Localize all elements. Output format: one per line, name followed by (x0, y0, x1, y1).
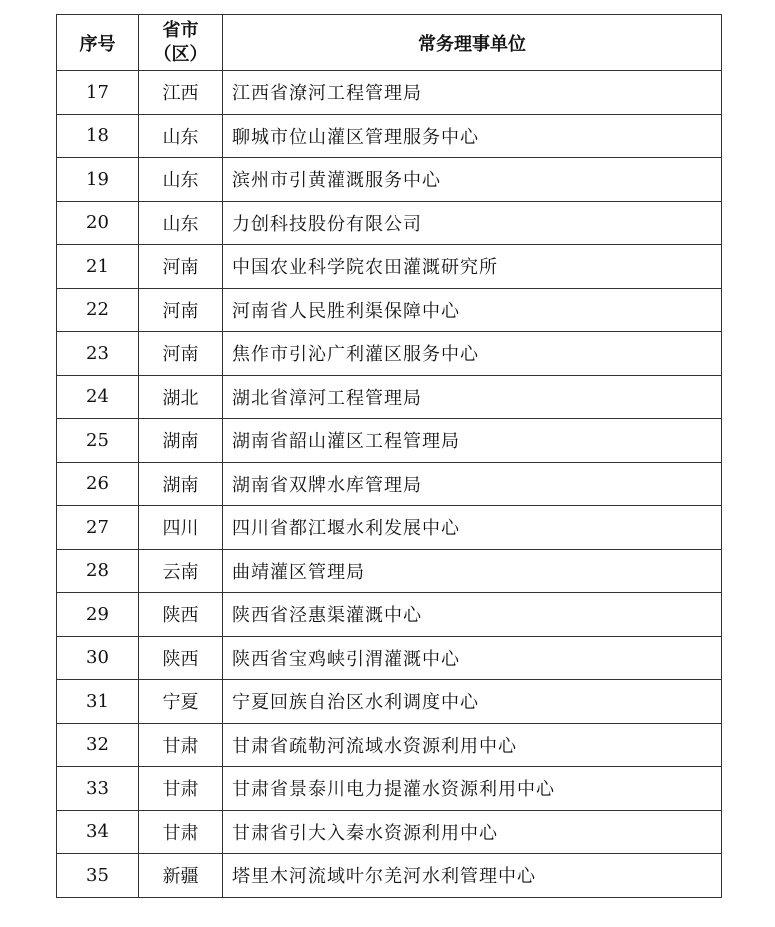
row-member-unit: 中国农业科学院农田灌溉研究所 (223, 245, 722, 289)
table-row (57, 854, 722, 898)
table-row (57, 114, 722, 158)
row-member-unit: 塔里木河流域叶尔羌河水利管理中心 (223, 854, 722, 898)
row-province: 甘肃 (139, 767, 223, 811)
row-member-unit: 湖南省双牌水库管理局 (223, 462, 722, 506)
row-member-unit: 甘肃省景泰川电力提灌水资源利用中心 (223, 767, 722, 811)
table-header-row (57, 15, 722, 71)
table-body (57, 71, 722, 898)
row-serial-number: 18 (57, 114, 139, 158)
row-member-unit: 江西省潦河工程管理局 (223, 71, 722, 115)
row-serial-number: 21 (57, 245, 139, 289)
row-province: 陕西 (139, 593, 223, 637)
row-serial-number: 27 (57, 506, 139, 550)
row-serial-number: 25 (57, 419, 139, 463)
table-row (57, 593, 722, 637)
member-table (56, 14, 722, 898)
row-serial-number: 24 (57, 375, 139, 419)
row-member-unit: 湖南省韶山灌区工程管理局 (223, 419, 722, 463)
row-province: 山东 (139, 158, 223, 202)
row-member-unit: 陕西省宝鸡峡引渭灌溉中心 (223, 636, 722, 680)
table-row (57, 810, 722, 854)
table-row (57, 636, 722, 680)
table-row (57, 375, 722, 419)
row-member-unit: 甘肃省引大入秦水资源利用中心 (223, 810, 722, 854)
row-serial-number: 33 (57, 767, 139, 811)
row-member-unit: 宁夏回族自治区水利调度中心 (223, 680, 722, 724)
row-serial-number: 32 (57, 723, 139, 767)
row-province: 河南 (139, 332, 223, 376)
header-province (139, 15, 223, 71)
table-row (57, 419, 722, 463)
row-member-unit: 力创科技股份有限公司 (223, 201, 722, 245)
row-serial-number: 23 (57, 332, 139, 376)
table-row (57, 506, 722, 550)
row-serial-number: 22 (57, 288, 139, 332)
row-province: 四川 (139, 506, 223, 550)
row-province: 甘肃 (139, 810, 223, 854)
row-member-unit: 四川省都江堰水利发展中心 (223, 506, 722, 550)
row-serial-number: 20 (57, 201, 139, 245)
row-serial-number: 28 (57, 549, 139, 593)
row-member-unit: 曲靖灌区管理局 (223, 549, 722, 593)
row-member-unit: 陕西省泾惠渠灌溉中心 (223, 593, 722, 637)
row-serial-number: 29 (57, 593, 139, 637)
row-member-unit: 滨州市引黄灌溉服务中心 (223, 158, 722, 202)
header-serial-number: 序号 (57, 15, 139, 71)
row-member-unit: 湖北省漳河工程管理局 (223, 375, 722, 419)
table-row (57, 245, 722, 289)
row-province: 新疆 (139, 854, 223, 898)
row-province: 湖南 (139, 419, 223, 463)
row-province: 河南 (139, 288, 223, 332)
row-serial-number: 19 (57, 158, 139, 202)
table-row (57, 462, 722, 506)
header-member-unit: 常务理事单位 (223, 15, 722, 71)
row-province: 江西 (139, 71, 223, 115)
row-member-unit: 甘肃省疏勒河流域水资源利用中心 (223, 723, 722, 767)
row-province: 陕西 (139, 636, 223, 680)
row-province: 山东 (139, 201, 223, 245)
row-province: 湖北 (139, 375, 223, 419)
row-member-unit: 河南省人民胜利渠保障中心 (223, 288, 722, 332)
row-province: 湖南 (139, 462, 223, 506)
row-province: 甘肃 (139, 723, 223, 767)
table-row (57, 723, 722, 767)
row-serial-number: 17 (57, 71, 139, 115)
row-serial-number: 30 (57, 636, 139, 680)
row-member-unit: 聊城市位山灌区管理服务中心 (223, 114, 722, 158)
row-province: 山东 (139, 114, 223, 158)
table-row (57, 201, 722, 245)
row-province: 宁夏 (139, 680, 223, 724)
row-serial-number: 35 (57, 854, 139, 898)
row-province: 云南 (139, 549, 223, 593)
table-row (57, 158, 722, 202)
table-row (57, 767, 722, 811)
table-row (57, 332, 722, 376)
row-member-unit: 焦作市引沁广利灌区服务中心 (223, 332, 722, 376)
table-row (57, 680, 722, 724)
row-serial-number: 34 (57, 810, 139, 854)
table-row (57, 288, 722, 332)
header-province-line1: 省市 (162, 19, 199, 41)
row-serial-number: 31 (57, 680, 139, 724)
row-serial-number: 26 (57, 462, 139, 506)
table-row (57, 549, 722, 593)
row-province: 河南 (139, 245, 223, 289)
table-row (57, 71, 722, 115)
header-province-line2: （区） (153, 43, 208, 65)
